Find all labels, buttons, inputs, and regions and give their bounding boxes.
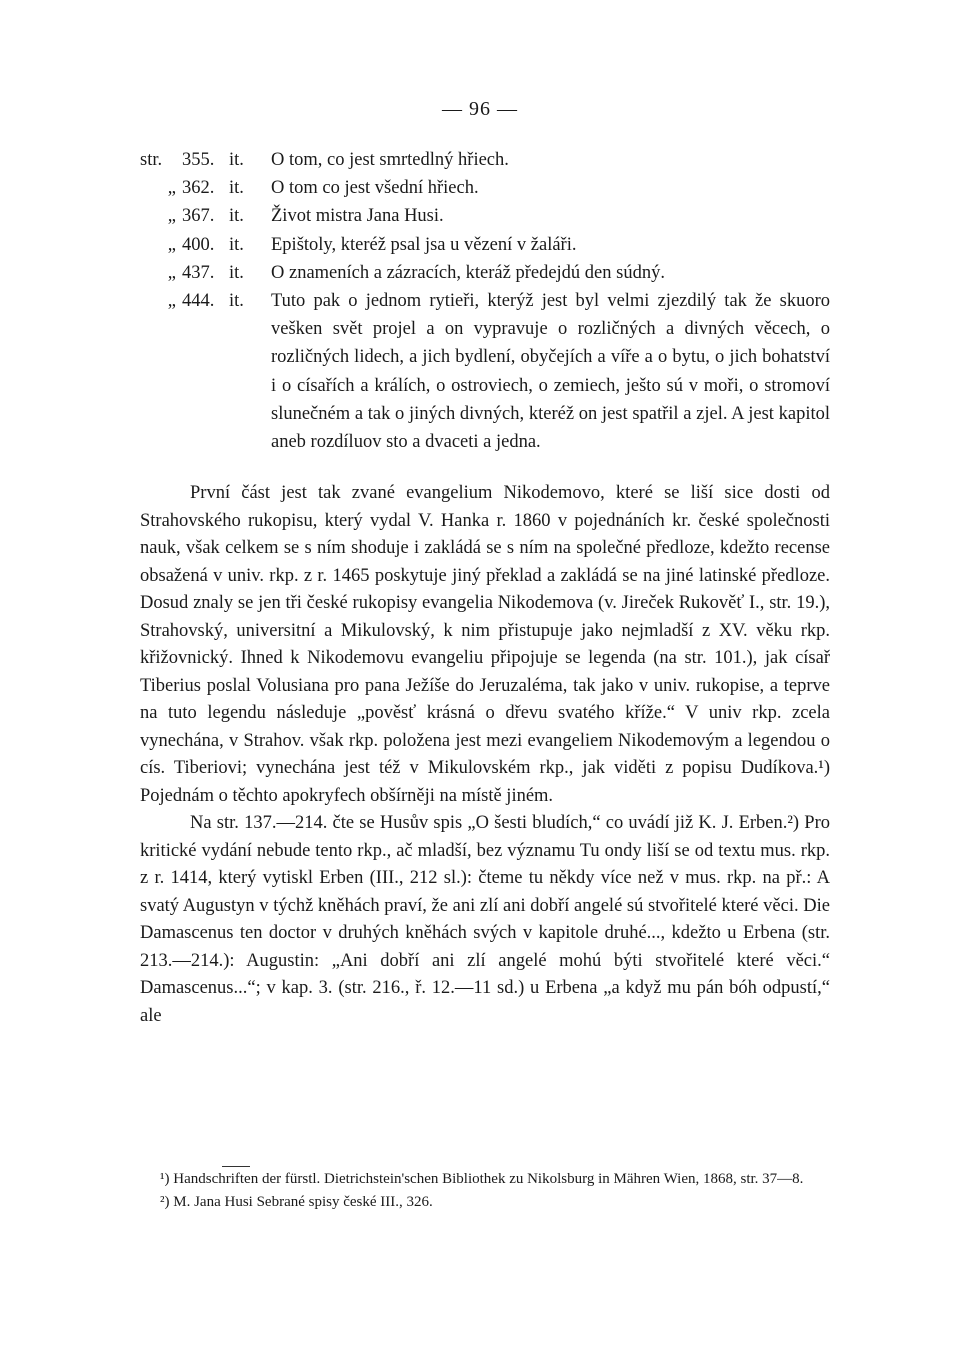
footnote: ²) M. Jana Husi Sebrané spisy české III., 326. xyxy=(160,1193,433,1210)
footnotes xyxy=(140,1168,830,1213)
toc-entry xyxy=(140,202,830,230)
toc-entry xyxy=(140,146,830,174)
toc-page-number: 362. xyxy=(182,178,215,199)
toc-page-number: 444. xyxy=(182,291,215,312)
toc-item-marker: it. xyxy=(229,178,244,199)
toc-prefix: „ xyxy=(167,291,176,312)
toc-item-marker: it. xyxy=(229,262,244,283)
toc-text: Život mistra Jana Husi. xyxy=(271,206,444,227)
table-of-contents xyxy=(140,146,830,456)
paragraph: Na str. 137.—214. čte se Husův spis „O šesti bludích,“ co uvádí již K. J. Erben.²) Pro kritické vydání nebude tento rkp., ač mladší, bez významu Tu ondy liší se od textu mus. rkp. z r. 1414, který vytiskl Erben (III., 212 sl.): čteme tu někdy více než v mus. rkp. na př.: A svatý Augustyn v týchž kněhách praví, že ani zlí ani dobří angelé sú stvořitelé které věci. Die Damascenus ten doctor v druhých kněhách svých v kapitole druhé..., kdežto u Erbena (str. 213.—214.): Augustin: „Ani dobří ani zlí angelé mohú býti stvořitelé které věci.“ Damascenus...“; v kap. 3. (str. 216., ř. 12.—11 sd.) u Erbena „a když mu pán bóh odpustí,“ ale xyxy=(140,813,830,1026)
toc-item-marker: it. xyxy=(229,206,244,227)
toc-item-marker: it. xyxy=(229,234,244,255)
toc-prefix: „ xyxy=(167,262,176,283)
toc-entry xyxy=(140,231,830,259)
toc-text: Tuto pak o jednom rytieři, kterýž jest byl velmi zjezdilý tak že skuoro vešken svět projel a on vypravuje o rozličných a divných věcech, o rozličných lidech, a jich bydlení, obyčejích a víře a o bytu, o jich bohatství i o císařích a králích, o ostroviech, o zemiech, ješto sú v moři, o stromoví slunečném a tak o jiných divných, kteréž on jest spatřil a zjel. A jest kapitol aneb rozdíluov sto a dvaceti a jedna. xyxy=(271,291,830,453)
toc-prefix: str. xyxy=(140,150,163,170)
toc-item-marker: it. xyxy=(229,291,244,312)
page-number: — 96 — xyxy=(442,98,518,120)
toc-text: O tom, co jest smrtedlný hřiech. xyxy=(271,150,509,170)
toc-text: Epištoly, kteréž psal jsa u vězení v žaláři. xyxy=(271,234,577,255)
toc-page-number: 437. xyxy=(182,262,215,283)
toc-page-number: 355. xyxy=(182,150,215,170)
paragraph: První část jest tak zvané evangelium Nikodemovo, které se liší sice dosti od Strahovského rukopisu, který vydal V. Hanka r. 1860 v pojednáních kr. české společnosti nauk, však celkem se s ním shoduje i zakládá se s ním na společné předloze, kdežto recense obsažená v univ. rkp. z r. 1465 poskytuje jiný překlad a zakládá se na jiné latinské předloze. Dosud znaly se jen tři české rukopisy evangelia Nikodemova (v. Jireček Rukověť I., str. 19.), Strahovský, universitní a Mikulovský, k nim přistupuje jako nejmladší z XV. věku rkp. křižovnický. Ihned k Nikodemovu evangeliu připojuje se legenda (na str. 101.), jak císař Tiberius poslal Volusiana pro pana Ježíše do Jeruzaléma, tak jako v univ. rukopise, a teprve na tuto legendu následuje „pověsť krásná o dřevu svatého kříže.“ V univ rkp. zcela vynechána, v Strahov. však rkp. položena jest mezi evangeliem Nikodemovým a legendou o cís. Tiberiovi; vynechána jest též v Mikulovském rkp., jak viděti z popisu Dudíkova.¹) Pojednám o těchto apokryfech obšírněji na místě jiném. xyxy=(140,483,830,806)
body-text xyxy=(140,480,830,1030)
toc-prefix: „ xyxy=(167,234,176,255)
toc-entry xyxy=(140,287,830,456)
toc-prefix: „ xyxy=(167,206,176,227)
toc-page-number: 400. xyxy=(182,234,215,255)
toc-entry xyxy=(140,259,830,287)
toc-item-marker: it. xyxy=(229,150,244,170)
toc-page-number: 367. xyxy=(182,206,215,227)
toc-entry xyxy=(140,174,830,202)
toc-text: O tom co jest všední hřiech. xyxy=(271,178,479,199)
toc-prefix: „ xyxy=(167,178,176,199)
toc-text: O znameních a zázracích, kteráž předejdú den súdný. xyxy=(271,262,665,283)
footnote-divider xyxy=(222,1166,250,1167)
footnote: ¹) Handschriften der fürstl. Dietrichstein'schen Bibliothek zu Nikolsburg in Mähren Wien, 1868, str. 37—8. xyxy=(160,1171,804,1187)
